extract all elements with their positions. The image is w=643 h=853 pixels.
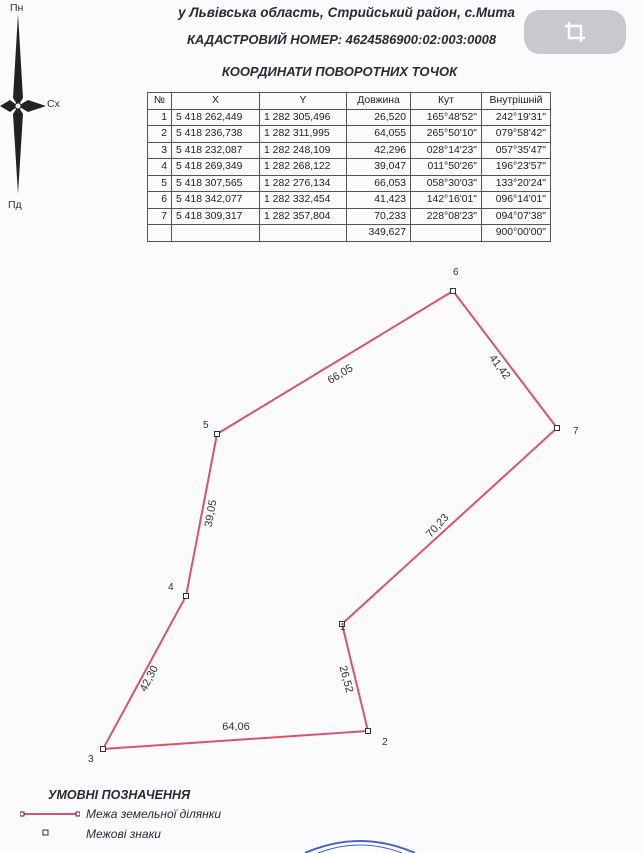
table-cell: 1 282 311,995 [260,126,347,143]
compass-south-label: Пд [8,199,22,211]
table-cell: 66,053 [347,175,411,192]
table-cell: 265°50'10" [411,126,482,143]
table-cell: 1 282 357,804 [260,208,347,225]
table-cell: 028°14'23" [411,142,482,159]
table-cell: 1 282 332,454 [260,192,347,209]
point-label: 1 [340,622,346,633]
table-total-cell: 349,627 [347,225,411,242]
boundary-marker [101,747,106,752]
table-cell: 094°07'38" [482,208,551,225]
table-cell: 5 418 269,349 [172,159,260,176]
segment-length-label: 66,05 [325,362,356,387]
table-cell: 64,055 [347,126,411,143]
segment-length-label: 42,30 [137,663,161,694]
table-cell: 5 [148,175,172,192]
boundary-line-legend-icon [20,808,80,820]
table-cell: 4 [148,159,172,176]
point-label: 3 [88,754,94,765]
table-cell: 242°19'31" [482,109,551,126]
point-label: 2 [382,737,388,748]
table-cell: 142°16'01" [411,192,482,209]
boundary-marker [366,729,371,734]
col-header-length: Довжина [347,93,411,110]
legend-title: УМОВНІ ПОЗНАЧЕННЯ [48,788,191,802]
location-heading: у Львівська область, Стрийський район, с.Мита [178,5,515,20]
table-title: КООРДИНАТИ ПОВОРОТНИХ ТОЧОК [221,64,458,79]
table-cell: 011°50'26" [411,159,482,176]
compass-north-label: Пн [10,2,24,14]
table-cell: 5 418 236,738 [172,126,260,143]
table-cell: 6 [148,192,172,209]
segment-length-label: 39,05 [202,498,220,529]
table-cell: 5 418 232,087 [172,142,260,159]
stamp-seal [300,835,420,853]
table-cell: 7 [148,208,172,225]
table-cell: 42,296 [347,142,411,159]
col-header-number: № [148,93,172,110]
compass-east-label: Сх [47,98,60,110]
point-label: 6 [453,267,459,278]
col-header-y: Y [260,93,347,110]
segment-length-label: 64,06 [222,721,250,733]
table-cell: 1 282 305,496 [260,109,347,126]
table-cell: 26,520 [347,109,411,126]
boundary-marker-legend-icon [42,829,50,837]
table-cell: 5 418 342,077 [172,192,260,209]
table-cell: 196°23'57" [482,159,551,176]
table-cell: 165°48'52" [411,109,482,126]
table-cell: 5 418 262,449 [172,109,260,126]
point-label: 7 [573,426,579,437]
table-cell: 5 418 307,565 [172,175,260,192]
table-cell: 228°08'23" [411,208,482,225]
legend-markers-label: Межові знаки [86,827,161,841]
table-cell: 079°58'42" [482,126,551,143]
boundary-marker [215,432,220,437]
table-cell: 1 282 276,134 [260,175,347,192]
segment-length-label: 41,42 [486,352,513,382]
table-cell: 1 [148,109,172,126]
table-total-cell: 900°00'00" [482,225,551,242]
col-header-x: X [172,93,260,110]
point-label: 4 [168,582,174,593]
col-header-inner-angle: Внутрішній [482,93,551,110]
legend-boundary-label: Межа земельної ділянки [86,807,222,821]
boundary-marker [184,594,189,599]
boundary-marker [451,289,456,294]
segment-length-label: 70,23 [424,511,452,541]
table-cell: 2 [148,126,172,143]
table-cell: 1 282 268,122 [260,159,347,176]
table-cell: 5 418 309,317 [172,208,260,225]
table-cell: 057°35'47" [482,142,551,159]
table-cell: 3 [148,142,172,159]
cadastral-number: КАДАСТРОВИЙ НОМЕР: 4624586900:02:003:0008 [186,32,497,47]
table-cell: 41,423 [347,192,411,209]
segment-length-label: 26,52 [336,664,356,695]
table-cell: 39,047 [347,159,411,176]
col-header-angle: Кут [411,93,482,110]
table-cell: 096°14'01" [482,192,551,209]
table-cell: 70,233 [347,208,411,225]
table-cell: 133°20'24" [482,175,551,192]
boundary-marker [555,426,560,431]
table-cell: 1 282 248,109 [260,142,347,159]
point-label: 5 [203,420,209,431]
table-cell: 058°30'03" [411,175,482,192]
